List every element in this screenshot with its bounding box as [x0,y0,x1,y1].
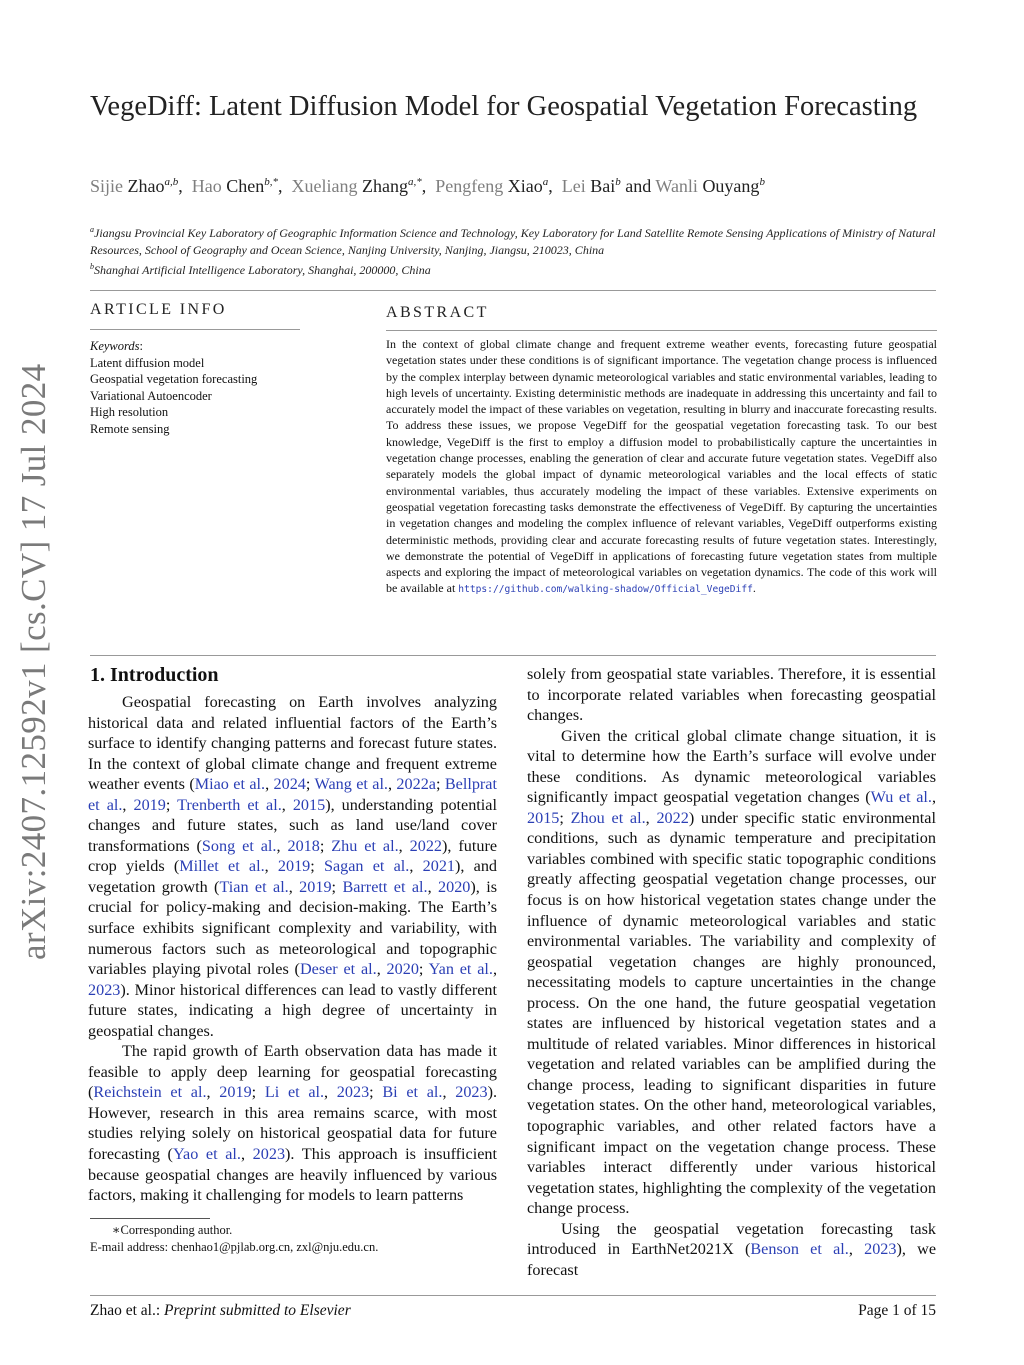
citation-link[interactable]: Li et al. [264,1083,325,1102]
citation-link[interactable]: 2023 [88,980,121,999]
citation-link[interactable]: 2021 [422,857,455,876]
citation-link[interactable]: 2019 [219,1083,252,1102]
footnote: ∗Corresponding author. E-mail address: chenhao1@pjlab.org.cn, zxl@nju.edu.cn. [90,1223,379,1254]
citation-link[interactable]: Bellprat et al. [88,775,497,814]
section-heading-introduction: 1. Introduction [90,664,219,686]
citation-link[interactable]: 2023 [252,1145,286,1164]
author-item[interactable]: Xueliang Zhang$^{a,*}$ [291,176,422,196]
citation-link[interactable]: 2020 [386,960,419,979]
citation-link[interactable]: Barrett et al. [342,877,428,896]
citation-link[interactable]: 2022 [409,836,442,855]
citation-link[interactable]: Benson et al. [750,1240,849,1259]
citation-link[interactable]: 2023 [455,1083,488,1102]
citation-link[interactable]: Sagan et al. [323,857,410,876]
citation-link[interactable]: Miao et al. [194,775,266,794]
left-column [88,692,497,1206]
paragraph: Using the geospatial vegetation forecasting task introduced in EarthNet2021X (Benson et al., 2023), we forecast [527,1219,937,1279]
keywords-block: Keywords: Latent diffusion model Geospatial vegetation forecasting Variational Autoencoder High resolution Remote sensing [90,338,300,437]
abstract-bottom-divider [90,655,936,656]
page-number: Page 1 of 15 [858,1302,936,1319]
email-addresses[interactable]: chenhao1@pjlab.org.cn, zxl@nju.edu.cn. [171,1240,379,1254]
author-item[interactable]: Pengfeng Xiao$^a$ [435,176,549,196]
citation-link[interactable]: Bi et al. [382,1083,443,1102]
citation-link[interactable]: 2015 [292,795,326,814]
citation-link[interactable]: 2023 [864,1240,897,1259]
keyword-item: Remote sensing [90,421,170,436]
right-column [527,664,936,1280]
footnote-divider [90,1218,210,1219]
citation-link[interactable]: 2019 [299,877,332,896]
header-divider [90,290,936,291]
citation-link[interactable]: Trenberth et al. [177,795,282,814]
citation-link[interactable]: 2019 [277,857,311,876]
citation-link[interactable]: 2019 [133,795,166,814]
arxiv-identifier: arXiv:2407.12592v1 [cs.CV] 17 Jul 2024 [14,363,53,960]
author-item[interactable]: Hao Chen$^{b,*}$ [191,176,278,196]
citation-link[interactable]: Wu et al. [870,788,932,807]
author-item[interactable]: Lei Bai$^b$ [561,176,621,196]
citation-link[interactable]: 2022 [656,808,689,827]
citation-link[interactable]: 2018 [287,836,320,855]
citation-link[interactable]: Zhou et al. [570,808,646,827]
affiliation-a: $^a$Jiangsu Provincial Key Laboratory of Geographic Information Science and Technology, Key Laboratory for Land Satellite Remote Sensing Applications of Ministry of Natural Resources, School of Geography and Ocean Science, Nanjing University, Nanjing, Jiangsu, 210023, China [90,225,936,257]
author-item[interactable]: Sijie Zhao$^{a,b}$ [90,176,179,196]
keyword-item: Geospatial vegetation forecasting [90,372,258,386]
paragraph: solely from geospatial state variables. Therefore, it is essential to incorporate related variables when forecasting geospatial changes. [527,665,936,725]
citation-link[interactable]: Yan et al. [428,960,493,979]
code-url-link[interactable]: https://github.com/walking-shadow/Official_VegeDiff [458,584,753,596]
paragraph: The rapid growth of Earth observation data has made it feasible to apply deep learning for geospatial forecasting (Reichstein et al., 2019; Li et al., 2023; Bi et al., 2023). However, research in this area remains scarce, with most studies relying solely on historical geospatial data for future forecasting (Yao et al., 2023). This approach is insufficient because geospatial changes are heavily influenced by various factors, making it challenging for models to learn patterns [88,1042,498,1205]
citation-link[interactable]: Song et al. [201,836,277,855]
citation-link[interactable]: Millet et al. [179,857,265,876]
article-info-heading: ARTICLE INFO [90,301,227,318]
citation-link[interactable]: 2020 [438,877,471,896]
citation-link[interactable]: Wang et al. [314,775,388,794]
affiliation-b: $^b$Shanghai Artificial Intelligence Laboratory, Shanghai, 200000, China [90,262,431,277]
footer-divider [90,1295,936,1296]
citation-link[interactable]: Zhu et al. [331,836,399,855]
abstract-text: In the context of global climate change and frequent extreme weather events, forecasting future geospatial vegetation states under these conditions is of significant importance. The vegetation change process is influenced by the complex interplay between dynamic meteorological variables and static environmental variables, leading to high levels of uncertainty. Existing deterministic methods are inadequate in addressing this uncertainty and fail to accurately model the impact of these variables on vegetation, resulting in blurry and inaccurate forecasting results. To address these issues, we propose VegeDiff for the geospatial vegetation forecasting task. To our best knowledge, VegeDiff is the first to employ a diffusion model to probabilistically capture the uncertainties in vegetation change processes, enabling the generation of clear and accurate future vegetation states. VegeDiff also separately models the global impact of dynamic meteorological variables and the local effects of static environmental variables, thus accurately modeling the impact of these variables. Extensive experiments on geospatial vegetation forecasting tasks demonstrate the effectiveness of VegeDiff. By capturing the uncertainties in vegetation changes and modeling the complex influence of relevant variables, VegeDiff outperforms existing deterministic methods, providing clear and accurate forecasting results of future vegetation states. Interestingly, we demonstrate the potential of VegeDiff in applications of forecasting future vegetation states from multiple aspects and exploring the impact of meteorological variables on vegetation dynamics. The code of this work will be available at https://github.com/walking-shadow/Official_VegeDiff. [386,337,937,596]
keyword-item: Latent diffusion model [90,355,205,370]
keyword-item: Variational Autoencoder [90,388,212,403]
abstract-divider [386,330,937,331]
paragraph: Given the critical global climate change situation, it is vital to determine how the Earth’s surface will evolve under these conditions. As dynamic meteorological variables significantly impact geospatial vegetation changes (Wu et al., 2015; Zhou et al., 2022) under specific static environmental conditions, such as dynamic temperature and precipitation variables combined with specific static topographic conditions greatly affecting geospatial vegetation change processes, our focus is on how historical vegetation states change under the influence of dynamic meteorological variables and static environmental variables. The variability and complexity of geospatial vegetation changes are highly pronounced, necessitating models to capture uncertainties in the change process. On the one hand, the future geospatial vegetation states are influenced by historical vegetation states and a multitude of related variables. Minor differences in historical vegetation and related variables can be amplified during the change process, leading to significant disparities in future vegetation states. On the other hand, meteorological variables, topographic variables, and other related factors have a significant impact on the vegetation change process. These variables interact differently under various historical vegetation states, highlighting the complexity of the vegetation change process. [527,726,936,1218]
abstract-heading: ABSTRACT [386,304,489,321]
citation-link[interactable]: 2022a [396,775,436,794]
citation-link[interactable]: 2023 [336,1083,370,1102]
author-item[interactable]: Wanli Ouyang$^b$ [655,176,765,196]
paper-title: VegeDiff: Latent Diffusion Model for Geospatial Vegetation Forecasting [90,91,918,122]
citation-link[interactable]: Reichstein et al. [93,1083,207,1102]
citation-link[interactable]: Tian et al. [219,877,289,896]
article-info-divider [90,329,300,330]
citation-link[interactable]: Deser et al. [299,960,377,979]
paragraph: Geospatial forecasting on Earth involves analyzing historical data and related influential factors of the Earth’s surface to identify changing patterns and forecast future states. In the context of global climate change and frequent extreme weather events (Miao et al., 2024; Wang et al., 2022a; Bellprat et al., 2019; Trenberth et al., 2015), understanding potential changes and future states, such as land use/land cover transformations (Song et al., 2018; Zhu et al., 2022), future crop yields (Millet et al., 2019; Sagan et al., 2021), and vegetation growth (Tian et al., 2019; Barrett et al., 2020), is crucial for policy-making and decision-making. The Earth’s surface exhibits significant complexity and variability, with numerous factors such as meteorological and topographic variables playing pivotal roles (Deser et al., 2020; Yan et al., 2023). Minor historical differences can lead to vastly different future states, indicating a high degree of uncertainty in geospatial changes. [88,693,498,1040]
keyword-item: High resolution [90,405,169,419]
citation-link[interactable]: 2015 [527,808,560,827]
footer-left: Zhao et al.: Preprint submitted to Elsevier [90,1302,351,1319]
citation-link[interactable]: 2024 [273,775,306,794]
keywords-label: Keywords [90,339,140,353]
citation-link[interactable]: Yao et al. [172,1145,241,1164]
author-list: Sijie Zhao$^{a,b}$, Hao Chen$^{b,*}$, Xueliang Zhang$^{a,*}$, Pengfeng Xiao$^a$, Lei Bai$^b$ and Wanli Ouyang$^b$ [90,176,765,196]
